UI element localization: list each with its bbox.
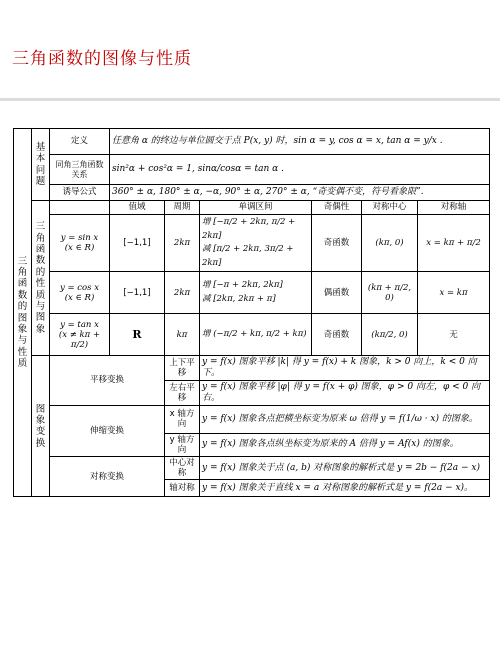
func-domain: (x ∈ R) [64, 243, 95, 254]
transform-group-name: 对称变换 [50, 456, 165, 496]
parity-cell: 偶函数 [312, 272, 362, 314]
props-label-char: 三 [35, 221, 46, 233]
mono-cell [200, 314, 312, 356]
side-label-main-char: 函 [17, 278, 28, 290]
transform-sub-name: x 轴方向 [165, 405, 200, 433]
props-label-char: 质 [35, 289, 46, 301]
props-label-char: 数 [35, 255, 46, 267]
func-cell [50, 215, 110, 272]
period-cell: 2kπ [165, 215, 200, 272]
transform-content: y = f(x) 图象关于直线 x = a 对称图象的解析式是 y = f(2a − x)。 [200, 480, 490, 497]
page-title: 三角函数的图像与性质 [12, 49, 192, 69]
func-cell [50, 272, 110, 314]
basic-label-char: 问 [35, 164, 46, 176]
transform-sub-name: 左右平移 [165, 380, 200, 405]
mono-cell [200, 272, 312, 314]
props-label-char: 性 [35, 278, 46, 290]
period-cell: kπ [165, 314, 200, 356]
basic-row-content: 360° ± α, 180° ± α, −α, 90° ± α, 270° ± α, “奇变偶不变，符号看象限”. [110, 185, 490, 201]
props-label-char: 函 [35, 244, 46, 256]
transform-section-label [32, 356, 50, 497]
basic-row-name: 诱导公式 [50, 185, 110, 201]
func-name: y = tan x [60, 319, 99, 330]
side-label-main-char: 性 [17, 346, 28, 358]
basic-label-char: 基 [35, 141, 46, 153]
header-axis: 对称轴 [418, 201, 490, 215]
transform-content: y = f(x) 图象各点纵坐标变为原来的 A 倍得 y = Af(x) 的图象。 [200, 433, 490, 456]
transform-content: y = f(x) 图象平移 |k| 得 y = f(x) + k 图象，k > 0 向上，k < 0 向下。 [200, 356, 490, 381]
props-section-label [32, 201, 50, 356]
range-cell: [−1,1] [110, 272, 165, 314]
header-parity: 奇偶性 [312, 201, 362, 215]
header-period: 周期 [165, 201, 200, 215]
side-label-main-char: 与 [17, 335, 28, 347]
parity-cell: 奇函数 [312, 314, 362, 356]
transform-content: y = f(x) 图象平移 |φ| 得 y = f(x + φ) 图象，φ > 0 向左，φ < 0 向右。 [200, 380, 490, 405]
side-label-main-char: 数 [17, 289, 28, 301]
mono-increasing: 增 (−π/2 + kπ, π/2 + kπ) [202, 329, 307, 340]
func-domain: (x ∈ R) [64, 292, 95, 303]
center-cell: (kπ/2, 0) [362, 314, 418, 356]
func-domain: (x ≠ kπ + π/2) [58, 329, 101, 350]
side-label-main-char: 图 [17, 312, 28, 324]
transform-sub-name: y 轴方向 [165, 433, 200, 456]
header-center: 对称中心 [362, 201, 418, 215]
transform-sub-name: 轴对称 [165, 480, 200, 497]
props-header-blank [50, 201, 110, 215]
func-cell [50, 314, 110, 356]
transform-label-char: 变 [35, 426, 46, 438]
range-cell: [−1,1] [110, 215, 165, 272]
transform-sub-name: 上下平移 [165, 356, 200, 381]
center-cell: (kπ, 0) [362, 215, 418, 272]
basic-row-content: 任意角 α 的终边与单位圆交于点 P(x, y) 时，sin α = y, cos α = x, tan α = y/x . [110, 129, 490, 155]
mono-cell [200, 215, 312, 272]
axis-cell: x = kπ + π/2 [418, 215, 490, 272]
basic-label-char: 本 [35, 153, 46, 165]
range-cell: R [110, 314, 165, 356]
side-label-main-char: 质 [17, 358, 28, 370]
basic-row-name: 同角三角函数关系 [50, 155, 110, 185]
basic-row-name: 定义 [50, 129, 110, 155]
transform-sub-name: 中心对称 [165, 456, 200, 479]
transform-label-char: 象 [35, 414, 46, 426]
header-range: 值域 [110, 201, 165, 215]
side-label-main [14, 129, 32, 497]
props-label-char: 与 [35, 300, 46, 312]
axis-cell: 无 [418, 314, 490, 356]
trig-summary-table [13, 128, 490, 497]
period-cell: 2kπ [165, 272, 200, 314]
side-label-main-char: 的 [17, 301, 28, 313]
center-cell: (kπ + π/2, 0) [362, 272, 418, 314]
transform-group-name: 伸缩变换 [50, 405, 165, 456]
side-label-main-char: 角 [17, 267, 28, 279]
basic-label-char: 题 [35, 175, 46, 187]
props-label-char: 的 [35, 266, 46, 278]
transform-label-char: 换 [35, 437, 46, 449]
transform-content: y = f(x) 图象关于点 (a, b) 对称图象的解析式是 y = 2b − f(2a − x) [200, 456, 490, 479]
props-label-char: 象 [35, 323, 46, 335]
basic-section-label [32, 129, 50, 201]
props-label-char: 图 [35, 312, 46, 324]
side-label-main-char: 象 [17, 324, 28, 336]
mono-decreasing: 减 [π/2 + 2kπ, 3π/2 + 2kπ] [202, 244, 294, 268]
mono-increasing: 增 [−π/2 + 2kπ, π/2 + 2kπ] [202, 217, 296, 241]
header-divider [0, 98, 500, 101]
axis-cell: x = kπ [418, 272, 490, 314]
transform-label-char: 图 [35, 403, 46, 415]
basic-row-content: sin²α + cos²α = 1, sinα/cosα = tan α . [110, 155, 490, 185]
mono-increasing: 增 [−π + 2kπ, 2kπ] [202, 280, 283, 291]
transform-content: y = f(x) 图象各点把横坐标变为原来 ω 倍得 y = f(1/ω · x) 的图象。 [200, 405, 490, 433]
side-label-main-char: 三 [17, 255, 28, 267]
transform-group-name: 平移变换 [50, 356, 165, 405]
parity-cell: 奇函数 [312, 215, 362, 272]
props-label-char: 角 [35, 232, 46, 244]
mono-decreasing: 减 [2kπ, 2kπ + π] [202, 293, 276, 304]
func-name: y = sin x [60, 233, 99, 243]
header-monotonic: 单调区间 [200, 201, 312, 215]
func-name: y = cos x [59, 282, 100, 293]
